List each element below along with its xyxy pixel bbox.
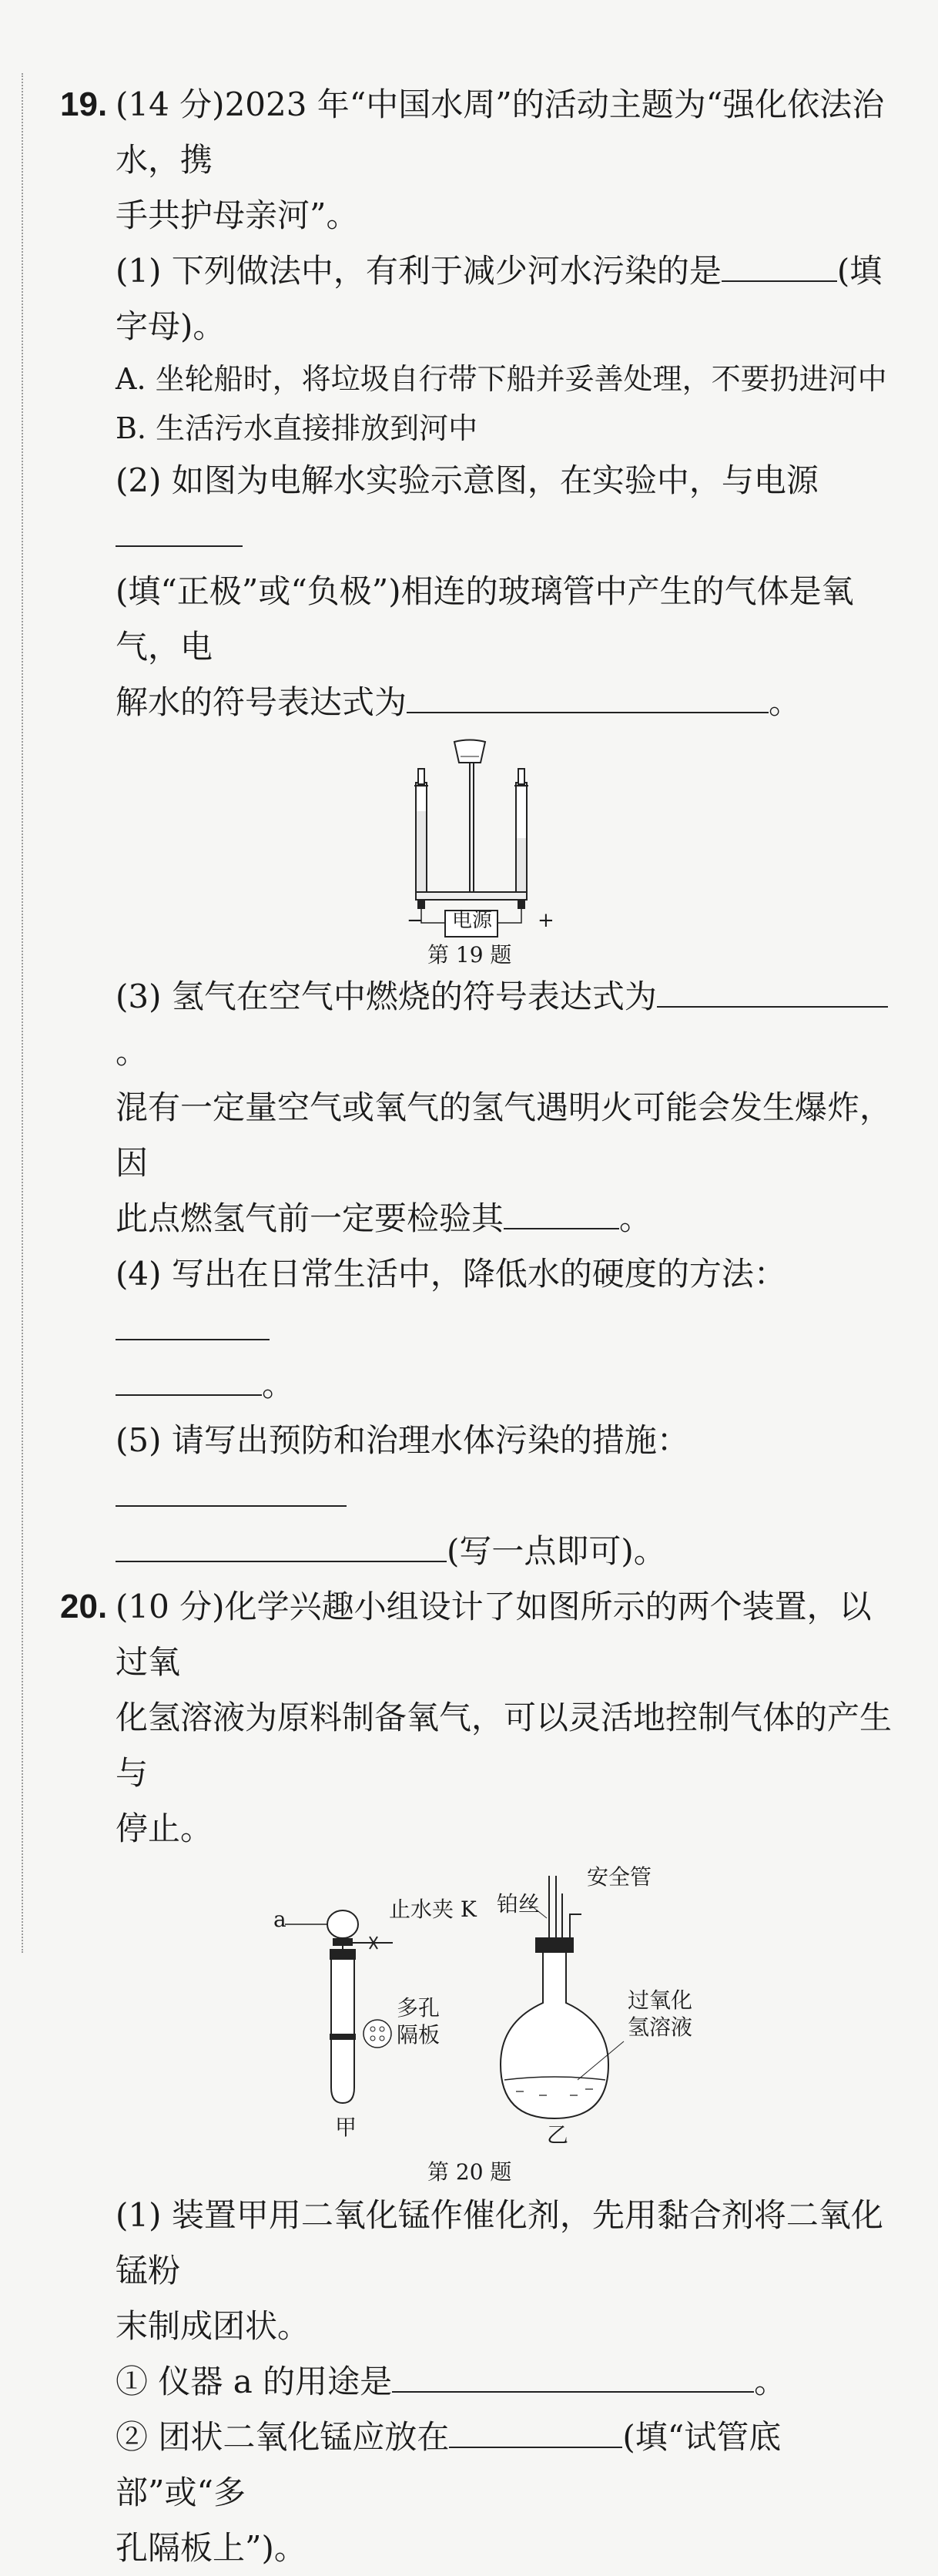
subquestion-5-line2 bbox=[116, 1524, 893, 1579]
subquestion-text: (填 bbox=[836, 252, 883, 290]
label-solution-1: 过氧化 bbox=[628, 1987, 693, 2013]
sub-item-2 bbox=[116, 2410, 893, 2521]
label-platinum-wire: 铂丝 bbox=[497, 1891, 541, 1917]
figure-caption: 第 19 题 bbox=[427, 942, 512, 968]
subquestion-text: (写一点即可)。 bbox=[447, 1532, 666, 1570]
subquestion-3 bbox=[116, 969, 893, 1080]
label-apparatus-yi: 乙 bbox=[547, 2122, 569, 2148]
punctuation: 。 bbox=[116, 1033, 149, 1071]
answer-blank[interactable] bbox=[392, 2354, 754, 2393]
stem-text: 化氢溶液为原料制备氧气，可以灵活地控制气体的产生与 bbox=[116, 1699, 893, 1792]
subquestion-text: (填“试管底部”或“多 bbox=[116, 2418, 782, 2511]
plus-sign: + bbox=[538, 909, 554, 932]
punctuation: 。 bbox=[619, 1199, 652, 1237]
label-solution-2: 氢溶液 bbox=[628, 2014, 693, 2040]
label-safety-tube: 安全管 bbox=[587, 1864, 652, 1890]
punctuation: 。 bbox=[754, 2363, 787, 2400]
subquestion-text: (5) 请写出预防和治理水体污染的措施： bbox=[116, 1421, 689, 1459]
figure-19 bbox=[116, 738, 893, 969]
option-a: A. 坐轮船时，将垃圾自行带下船并妥善处理，不要扔进河中 bbox=[116, 362, 887, 396]
label-porous-plate-1: 多孔 bbox=[397, 1995, 441, 2021]
subquestion-text: 末制成团状。 bbox=[116, 2307, 310, 2345]
question-20 bbox=[62, 1579, 893, 2576]
answer-blank[interactable] bbox=[722, 243, 837, 282]
answer-blank[interactable] bbox=[504, 1191, 619, 1229]
label-apparatus-jia: 甲 bbox=[335, 2115, 357, 2140]
figure-20 bbox=[116, 1864, 893, 2188]
subquestion-text: (3) 氢气在空气中燃烧的符号表达式为 bbox=[116, 978, 657, 1015]
stem-text: (10 分)化学兴趣小组设计了如图所示的两个装置，以过氧 bbox=[116, 1588, 872, 1681]
subquestion-text: (1) 下列做法中，有利于减少河水污染的是 bbox=[116, 252, 722, 290]
subquestion-text: ② 团状二氧化锰应放在 bbox=[116, 2418, 450, 2456]
power-source-label: 电源 bbox=[452, 909, 493, 932]
sub-item-1 bbox=[116, 2354, 893, 2410]
option-b: B. 生活污水直接排放到河中 bbox=[116, 411, 478, 445]
stem-text: 停止。 bbox=[116, 1810, 213, 1847]
answer-blank[interactable] bbox=[116, 1524, 447, 1562]
question-19 bbox=[62, 77, 893, 1579]
subquestion-4-line2 bbox=[116, 1357, 893, 1413]
answer-blank[interactable] bbox=[449, 2410, 622, 2448]
subquestion-text: 孔隔板上”)。 bbox=[116, 2529, 307, 2567]
subquestion-5 bbox=[116, 1413, 893, 1524]
subquestion-text: (2) 如图为电解水实验示意图，在实验中，与电源 bbox=[116, 461, 819, 499]
subquestion-text: (4) 写出在日常生活中，降低水的硬度的方法： bbox=[116, 1255, 786, 1293]
subquestion-text: (1) 装置甲用二氧化锰作催化剂，先用黏合剂将二氧化锰粉 bbox=[116, 2196, 883, 2289]
punctuation: 。 bbox=[769, 683, 802, 721]
subquestion-2 bbox=[116, 453, 893, 564]
answer-blank[interactable] bbox=[116, 1302, 270, 1340]
stem-text: 手共护母亲河”。 bbox=[116, 196, 359, 234]
subquestion-4 bbox=[116, 1246, 893, 1357]
punctuation: 。 bbox=[262, 1366, 295, 1404]
answer-blank[interactable] bbox=[116, 1357, 262, 1396]
minus-sign: − bbox=[407, 909, 424, 932]
subquestion-2-line3 bbox=[116, 675, 893, 730]
subquestion-3-line3 bbox=[116, 1191, 893, 1246]
margin-dotted-line bbox=[22, 73, 23, 1953]
answer-blank[interactable] bbox=[407, 675, 769, 713]
subquestion-text: ① 仪器 a 的用途是 bbox=[116, 2363, 393, 2400]
exam-page bbox=[62, 77, 893, 2576]
subquestion-text: (填“正极”或“负极”)相连的玻璃管中产生的气体是氧气，电 bbox=[116, 572, 854, 666]
answer-blank[interactable] bbox=[657, 969, 888, 1008]
subquestion-text: 此点燃氢气前一定要检验其 bbox=[116, 1199, 504, 1237]
figure-caption: 第 20 题 bbox=[427, 2159, 512, 2185]
subquestion-1 bbox=[116, 243, 893, 299]
label-stop-clamp: 止水夹 K bbox=[389, 1897, 477, 1922]
answer-blank[interactable] bbox=[116, 508, 243, 547]
label-a: a bbox=[273, 1907, 286, 1932]
subquestion-text: 字母)。 bbox=[116, 307, 226, 345]
label-porous-plate-2: 隔板 bbox=[397, 2022, 441, 2048]
subquestion-text: 混有一定量空气或氧气的氢气遇明火可能会发生爆炸，因 bbox=[116, 1088, 893, 1182]
stem-text: (14 分)2023 年“中国水周”的活动主题为“强化依法治水，携 bbox=[116, 86, 885, 179]
question-number: 20. bbox=[60, 1588, 108, 1625]
subquestion-text: 解水的符号表达式为 bbox=[116, 683, 407, 721]
answer-blank[interactable] bbox=[116, 1468, 347, 1507]
question-number: 19. bbox=[60, 86, 108, 123]
